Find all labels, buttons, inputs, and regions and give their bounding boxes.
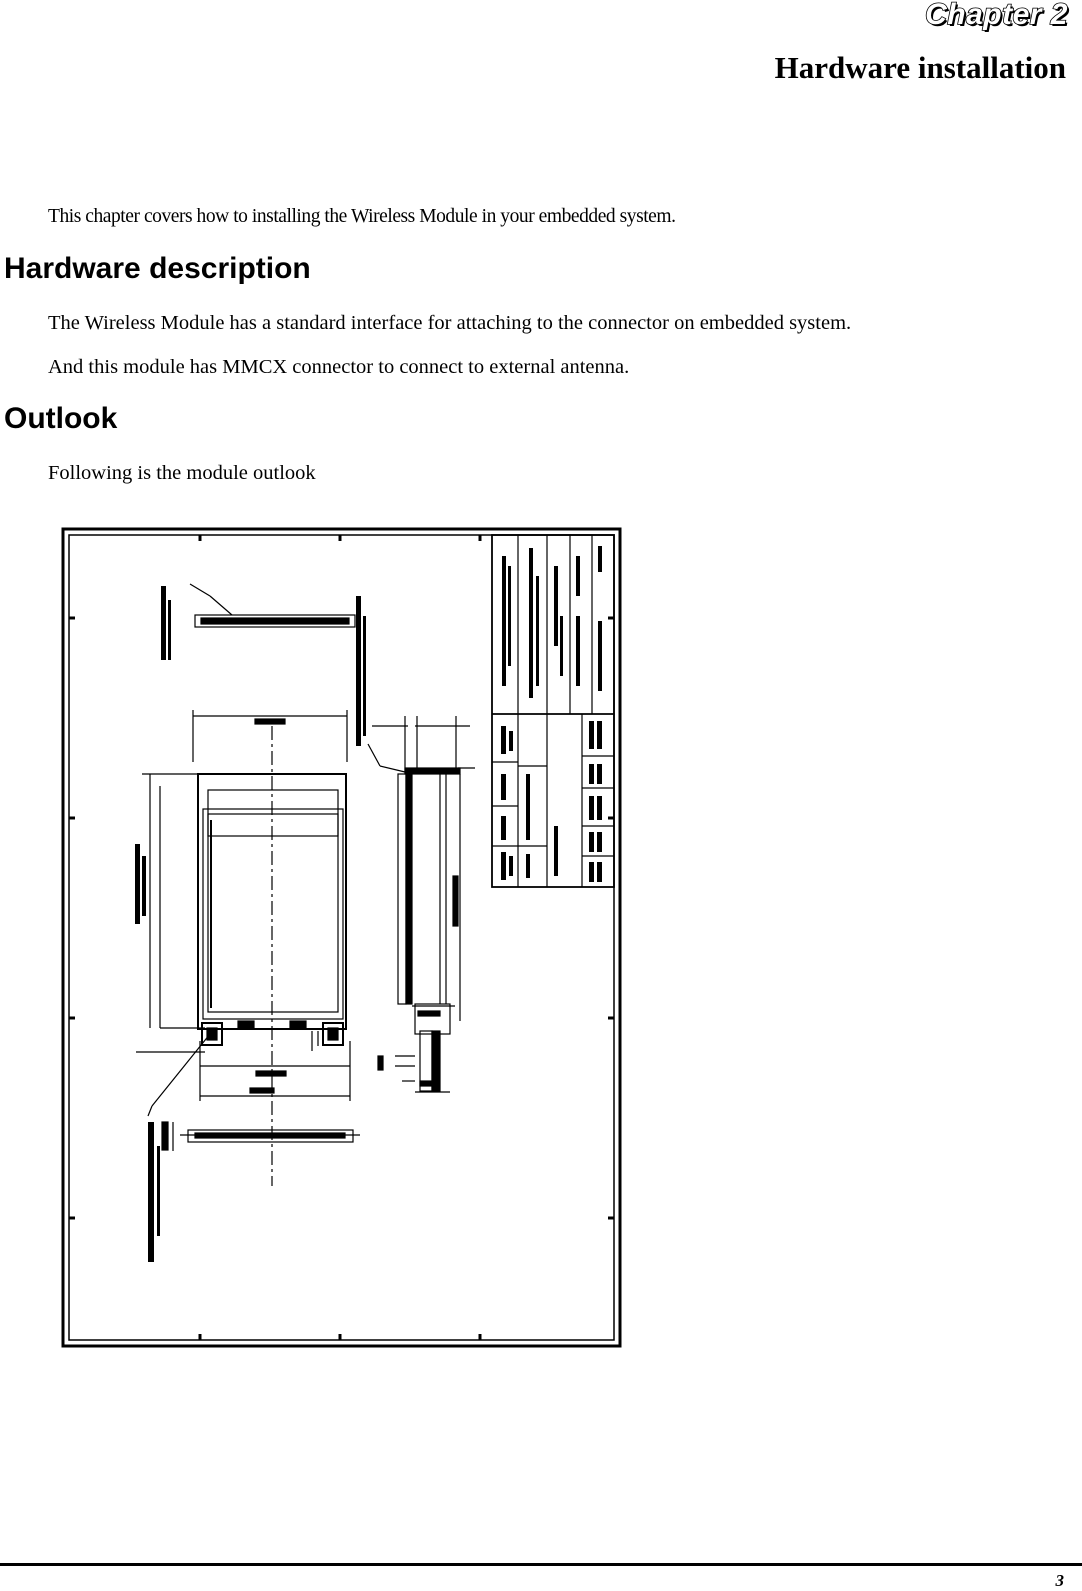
intro-paragraph: This chapter covers how to installing the Wireless Module in your embedded system. (48, 206, 676, 227)
module-outline-drawing (60, 526, 625, 1351)
paragraph-standard-interface: The Wireless Module has a standard interface for attaching to the connector on embedded system. (48, 312, 852, 334)
paragraph-module-outlook: Following is the module outlook (48, 462, 316, 484)
page-number: 3 (1055, 1571, 1064, 1590)
chapter-label: Chapter 2 (925, 0, 1068, 31)
card-edge-view (162, 1122, 360, 1151)
chapter-title: Hardware installation (774, 50, 1066, 85)
card-side-view (356, 596, 475, 1092)
footer-rule (0, 1563, 1082, 1566)
connector-top-view (161, 584, 355, 660)
section-heading-outlook: Outlook (4, 402, 118, 435)
paragraph-mmcx-connector: And this module has MMCX connector to connect to external antenna. (48, 356, 630, 378)
section-heading-hardware-description: Hardware description (4, 252, 311, 285)
card-front-view (135, 710, 350, 1262)
title-block (492, 535, 614, 887)
